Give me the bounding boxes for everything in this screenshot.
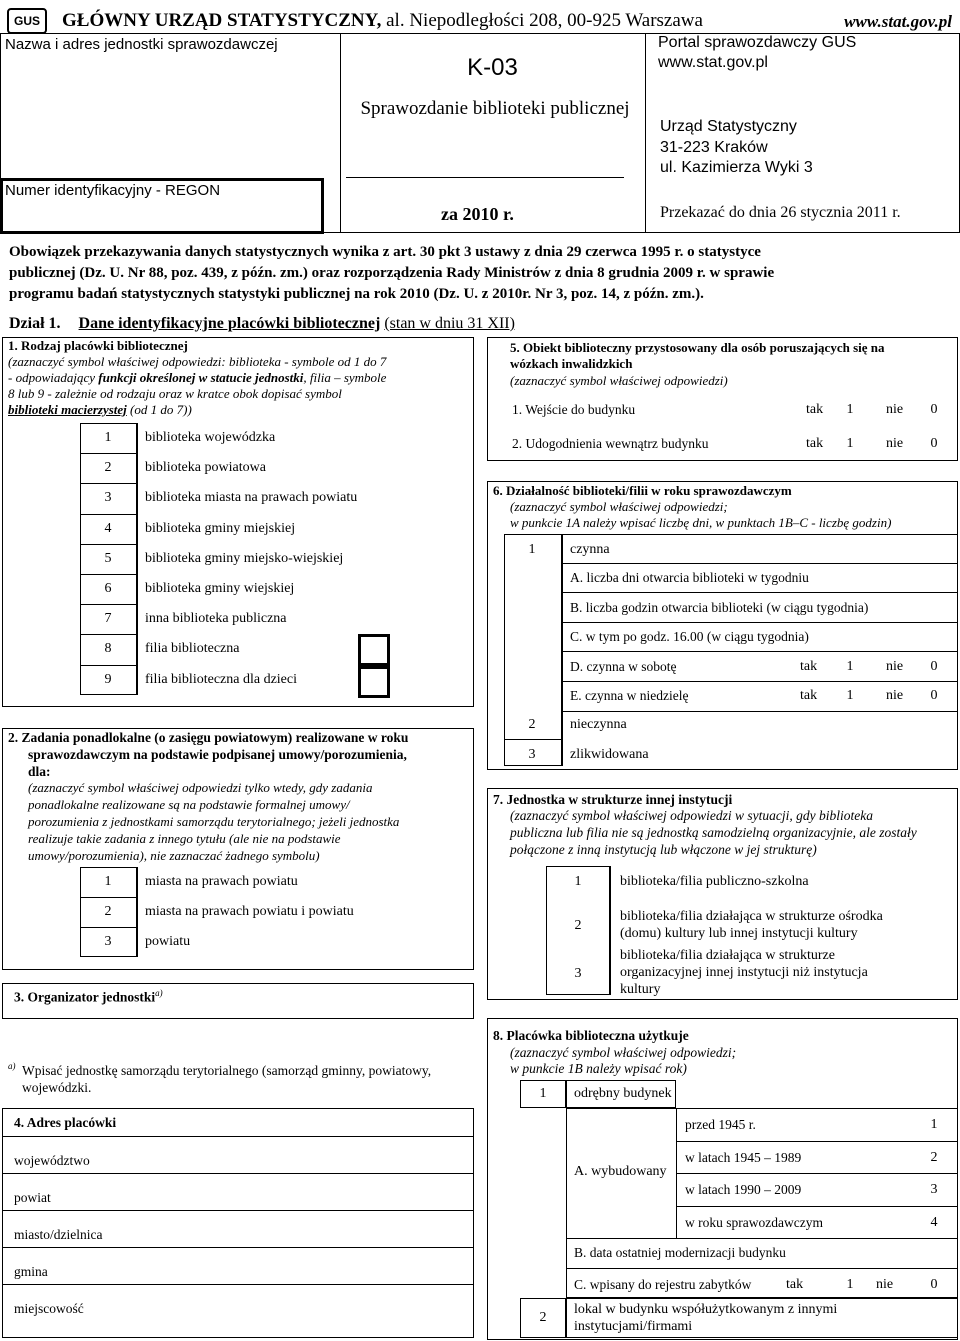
q1-row-rule [80,544,137,545]
q6-active-label: czynna [570,542,610,557]
q6-e-no-code[interactable]: 0 [930,688,938,703]
form-year: za 2010 r. [441,204,514,224]
q1-row-rule [80,453,137,454]
q1-instr-2b: funkcji określonej w statucie jednostki [98,370,304,385]
q1-option-label: biblioteka powiatowa [145,460,266,476]
q6-inactive-code[interactable]: 2 [528,717,536,732]
q8-rule-c [566,1268,958,1269]
q8-built-rule [676,1206,958,1207]
q6-e: E. czynna w niedzielę [570,688,689,703]
q6-rule-1 [562,563,958,564]
q1-row-rule [80,483,137,484]
q2-option-code[interactable]: 1 [104,874,112,889]
q6-e-yes: tak [800,688,818,703]
q2-option-label: miasta na prawach powiatu [145,874,298,889]
q6-rule-3 [562,622,958,623]
q6-d-yes-code[interactable]: 1 [846,659,854,674]
q7-instr-3: połączone z inną instytucją lub włączone w jej strukturę) [510,842,817,857]
q2-option-label: miasta na prawach powiatu i powiatu [145,904,354,919]
q5-row-no-code[interactable]: 0 [930,402,938,417]
unit-label: Nazwa i adres jednostki sprawozdawczej [5,36,278,53]
q1-option-code[interactable]: 2 [104,460,112,476]
q2-title-3: dla: [28,764,51,779]
q1-instr-2a: - odpowiadający [8,370,99,385]
q6-b: B. liczba godzin otwarcia biblioteki (w ciągu tygodnia) [570,600,869,615]
legal-line-1: Obowiązek przekazywania danych statystycznych wynika z art. 30 pkt 3 ustawy z dnia 29 czerwca 1995 r. o statystyce [9,244,761,260]
divider-right [645,33,646,233]
q6-d: D. czynna w sobotę [570,659,677,674]
q3-title [14,988,163,1005]
q2-option-code[interactable]: 3 [104,934,112,949]
header-website: www.stat.gov.pl [844,12,952,31]
office-street: ul. Kazimierza Wyki 3 [660,159,813,176]
q2-title-1: 2. Zadania ponadlokalne (o zasięgu powiatowym) realizowane w roku [8,730,409,745]
footnote-line-2: wojewódzki. [22,1080,92,1095]
q6-inactive-label: nieczynna [570,717,627,732]
deadline: Przekazać do dnia 26 stycznia 2011 r. [660,204,901,221]
office-city: 31-223 Kraków [660,139,768,156]
q7-o1-code[interactable]: 1 [574,874,582,889]
header-title-line [62,10,703,32]
regon-label: Numer identyfikacyjny - REGON [5,182,221,199]
q7-o3b: organizacyjnej innej instytucji niż instytucja [620,965,868,980]
q1-option-label: biblioteka gminy miejskiej [145,520,296,536]
logo-text: GUS [13,14,40,28]
q6-d-yes: tak [800,659,818,674]
q6-closed-code[interactable]: 3 [528,747,536,762]
q1-option-code[interactable]: 9 [104,671,112,687]
office-address: al. Niepodległości 208, 00-925 Warszawa [386,10,703,31]
q2-instr-5: umowy/porozumienia), nie zaznaczać żadnego symbolu) [28,848,320,863]
q8-modernized: B. data ostatniej modernizacji budynku [574,1245,786,1260]
q5-row-no: nie [886,402,904,417]
q8-built-code[interactable]: 1 [930,1117,938,1132]
q7-o2-code[interactable]: 2 [574,918,582,933]
q2-option-label: powiatu [145,934,191,949]
q4-field-label[interactable]: miasto/dzielnica [14,1227,103,1242]
q1-instr-1: (zaznaczyć symbol właściwej odpowiedzi: biblioteka - symbole od 1 do 7 [8,354,387,369]
q6-c: C. w tym po godz. 16.00 (w ciągu tygodnia) [570,629,809,644]
q2-option-code[interactable]: 2 [104,904,112,919]
form-title-rule [346,177,624,178]
q1-grid-divider [137,423,138,695]
legal-line-3: programu badań statystycznych statystyki publicznej na rok 2010 (Dz. U. z 2010r. Nr 3, poz. 14, z późn. zm.). [9,286,704,302]
q1-instr-4 [8,403,192,418]
q8-instr-2: w punkcie 1B należy wpisać rok) [510,1061,687,1076]
q1-instr-4b: (od 1 do 7)) [126,402,192,417]
q6-d-no: nie [886,659,904,674]
q2-instr-4: realizuje takie zadania z innego tytułu (ale nie na podstawie [28,831,341,846]
q5-row-yes-code[interactable]: 1 [846,436,854,451]
q8-o1: odrębny budynek [574,1086,672,1101]
q8-built-label: w latach 1990 – 2009 [685,1182,802,1197]
q5-row-yes: tak [806,436,824,451]
section-label: Dział 1. [9,315,61,332]
q6-rule-6 [504,739,562,740]
q1-option-label: filia biblioteczna dla dzieci [145,671,297,687]
q8-registry-yes: tak [786,1277,804,1292]
q7-instr-2: publiczna lub filia nie są jednostką samodzielną organizacyjnie, ale zostały [510,825,917,840]
q8-registry-yes-code[interactable]: 1 [846,1277,854,1292]
q1-option-code[interactable]: 1 [104,430,112,445]
q7-o1: biblioteka/filia publiczno-szkolna [620,874,809,889]
q7-o3a: biblioteka/filia działająca w strukturze [620,948,835,963]
q6-instr-2: w punkcie 1A należy wpisać liczbę dni, w punktach 1B–C - liczbę godzin) [510,515,892,530]
q2-instr-1: (zaznaczyć symbol właściwej odpowiedzi tylko wtedy, gdy zadania [28,780,373,795]
q7-o2a: biblioteka/filia działająca w strukturze ośrodka [620,909,883,924]
q1-instr-2c: , filia – symbole [303,370,387,385]
q1-option-code[interactable]: 3 [104,490,112,506]
q5-title-2: wózkach inwalidzkich [510,356,633,371]
q1-instr-2 [8,371,386,386]
q8-o2a: lokal w budynku współużytkowanym z innymi [574,1302,838,1317]
q4-field-rule [2,1210,474,1211]
q1-option-label: inna biblioteka publiczna [145,611,287,627]
q2-instr-2: ponadlokalne realizowane są na podstawie formalnej umowy/ [28,797,350,812]
q4-field-rule [2,1136,474,1137]
q8-built-label: przed 1945 r. [685,1117,756,1132]
q1-instr-4a: biblioteki macierzystej [8,402,127,417]
q1-instr-3: 8 lub 9 - zależnie od rodzaju oraz w kratce obok dopisać symbol [8,386,342,401]
q8-built-code[interactable]: 2 [930,1149,938,1165]
office-name: Urząd Statystyczny [660,118,797,135]
q1-option-code[interactable]: 4 [104,520,112,536]
q4-field-rule [2,1173,474,1174]
q8-registry-no: nie [876,1277,894,1292]
q8-built-label: w roku sprawozdawczym [685,1214,823,1230]
form-code: K-03 [467,54,518,81]
q1-row-rule [80,634,137,635]
q6-e-no: nie [886,688,904,703]
q8-detail-frame [566,1108,958,1298]
q4-field-rule [2,1247,474,1248]
q4-field-label[interactable]: województwo [14,1153,90,1168]
q3-title-text: 3. Organizator jednostki [14,989,156,1005]
legal-line-2: publicznej (Dz. U. Nr 88, poz. 439, z późn. zm.) oraz rozporządzenia Rady Ministrów z dnia 8 grudnia 2009 r. w sprawie [9,265,775,281]
q1-row-rule [80,604,137,605]
q5-instr: (zaznaczyć symbol właściwej odpowiedzi) [510,373,728,388]
q8-built-code[interactable]: 4 [930,1214,938,1230]
q5-row-label: 2. Udogodnienia wewnątrz budynku [512,436,709,451]
q6-detail-frame [562,534,958,712]
q7-o2b: (domu) kultury lub innej instytucji kultury [620,926,858,941]
portal-label: Portal sprawozdawczy GUS [658,34,857,51]
q7-o3-code[interactable]: 3 [574,966,582,981]
parent-library-box-9[interactable] [358,666,390,698]
q5-row-yes-code[interactable]: 1 [846,402,854,417]
q5-row-yes: tak [806,402,824,417]
q8-o2b: instytucjami/firmami [574,1319,693,1334]
q8-built-rule [676,1141,958,1142]
q6-a: A. liczba dni otwarcia biblioteki w tygodniu [570,570,809,585]
q1-option-label: biblioteka gminy miejsko-wiejskiej [145,550,344,566]
portal-url[interactable]: www.stat.gov.pl [658,54,768,71]
footnote-mark: a) [8,1061,16,1071]
q1-option-label: biblioteka miasta na prawach powiatu [145,490,358,506]
parent-library-box-8[interactable] [358,634,390,666]
q1-option-code[interactable]: 5 [104,550,112,566]
q8-built-label: w latach 1945 – 1989 [685,1149,802,1165]
q6-instr-1: (zaznaczyć symbol właściwej odpowiedzi; [510,499,728,514]
q2-row-rule [80,927,137,928]
gus-logo [7,8,47,34]
q8-o2-code[interactable]: 2 [539,1310,547,1325]
form-title: Sprawozdanie biblioteki publicznej [360,98,630,119]
q5-row-label: 1. Wejście do budynku [512,402,636,417]
q8-built: A. wybudowany [574,1164,667,1179]
q6-title: 6. Działalność biblioteki/filii w roku sprawozdawczym [493,483,792,498]
section-title: Dane identyfikacyjne placówki bibliotecznej [78,315,381,332]
q1-option-label: biblioteka wojewódzka [145,430,276,445]
q2-row-rule [80,897,137,898]
q1-option-code[interactable]: 6 [104,581,112,596]
q1-option-code[interactable]: 7 [104,611,112,627]
q4-field-label[interactable]: powiat [14,1190,51,1205]
q8-title: 8. Placówka biblioteczna użytkuje [493,1028,689,1043]
q1-row-rule [80,574,137,575]
q2-grid-divider [137,867,138,957]
q6-d-no-code[interactable]: 0 [930,659,938,674]
q1-row-rule [80,665,137,666]
q7-o3c: kultury [620,982,661,997]
q4-field-label[interactable]: gmina [14,1264,48,1279]
q1-option-label: filia biblioteczna [145,641,240,657]
q8-o1-code[interactable]: 1 [539,1086,547,1101]
q8-rule-b [566,1238,958,1239]
q1-option-code[interactable]: 8 [104,641,112,657]
q1-row-rule [80,514,137,515]
q4-field-label[interactable]: miejscowość [14,1301,84,1316]
q5-row-no-code[interactable]: 0 [930,436,938,451]
q1-title: 1. Rodzaj placówki bibliotecznej [8,338,188,353]
q6-closed-label: zlikwidowana [570,747,649,762]
q8-registry: C. wpisany do rejestru zabytków [574,1277,752,1292]
q4-field-rule [2,1284,474,1285]
q7-title: 7. Jednostka w strukturze innej instytucji [493,792,733,807]
q6-rule-4 [562,651,958,652]
q2-title-2: sprawozdawczym na podstawie podpisanej umowy/porozumienia, [28,747,407,762]
q3-footnote-ref: a) [155,988,163,998]
q1-option-label: biblioteka gminy wiejskiej [145,581,295,596]
q5-title-1: 5. Obiekt biblioteczny przystosowany dla osób poruszających się na [510,340,885,355]
section-note: (stan w dniu 31 XII) [384,315,515,332]
q7-instr-1: (zaznaczyć symbol właściwej odpowiedzi w sytuacji, gdy biblioteka [510,808,873,823]
q6-active-code[interactable]: 1 [528,542,536,557]
office-title: GŁÓWNY URZĄD STATYSTYCZNY, [62,10,387,31]
q6-rule-2 [562,592,958,593]
section-heading [9,315,515,333]
q6-e-yes-code[interactable]: 1 [846,688,854,703]
q8-built-code[interactable]: 3 [930,1182,938,1197]
q6-rule-5 [562,681,958,682]
q5-row-no: nie [886,436,904,451]
q8-registry-no-code[interactable]: 0 [930,1277,938,1292]
q8-built-rule [676,1173,958,1174]
q4-title: 4. Adres placówki [14,1115,117,1130]
footnote-line-1: Wpisać jednostkę samorządu terytorialnego (samorząd gminny, powiatowy, [22,1063,432,1078]
q2-instr-3: porozumienia z jednostkami samorządu terytorialnego; jeżeli jednostka [28,814,400,829]
q8-instr-1: (zaznaczyć symbol właściwej odpowiedzi; [510,1045,737,1060]
q7-code-divider [610,866,611,995]
